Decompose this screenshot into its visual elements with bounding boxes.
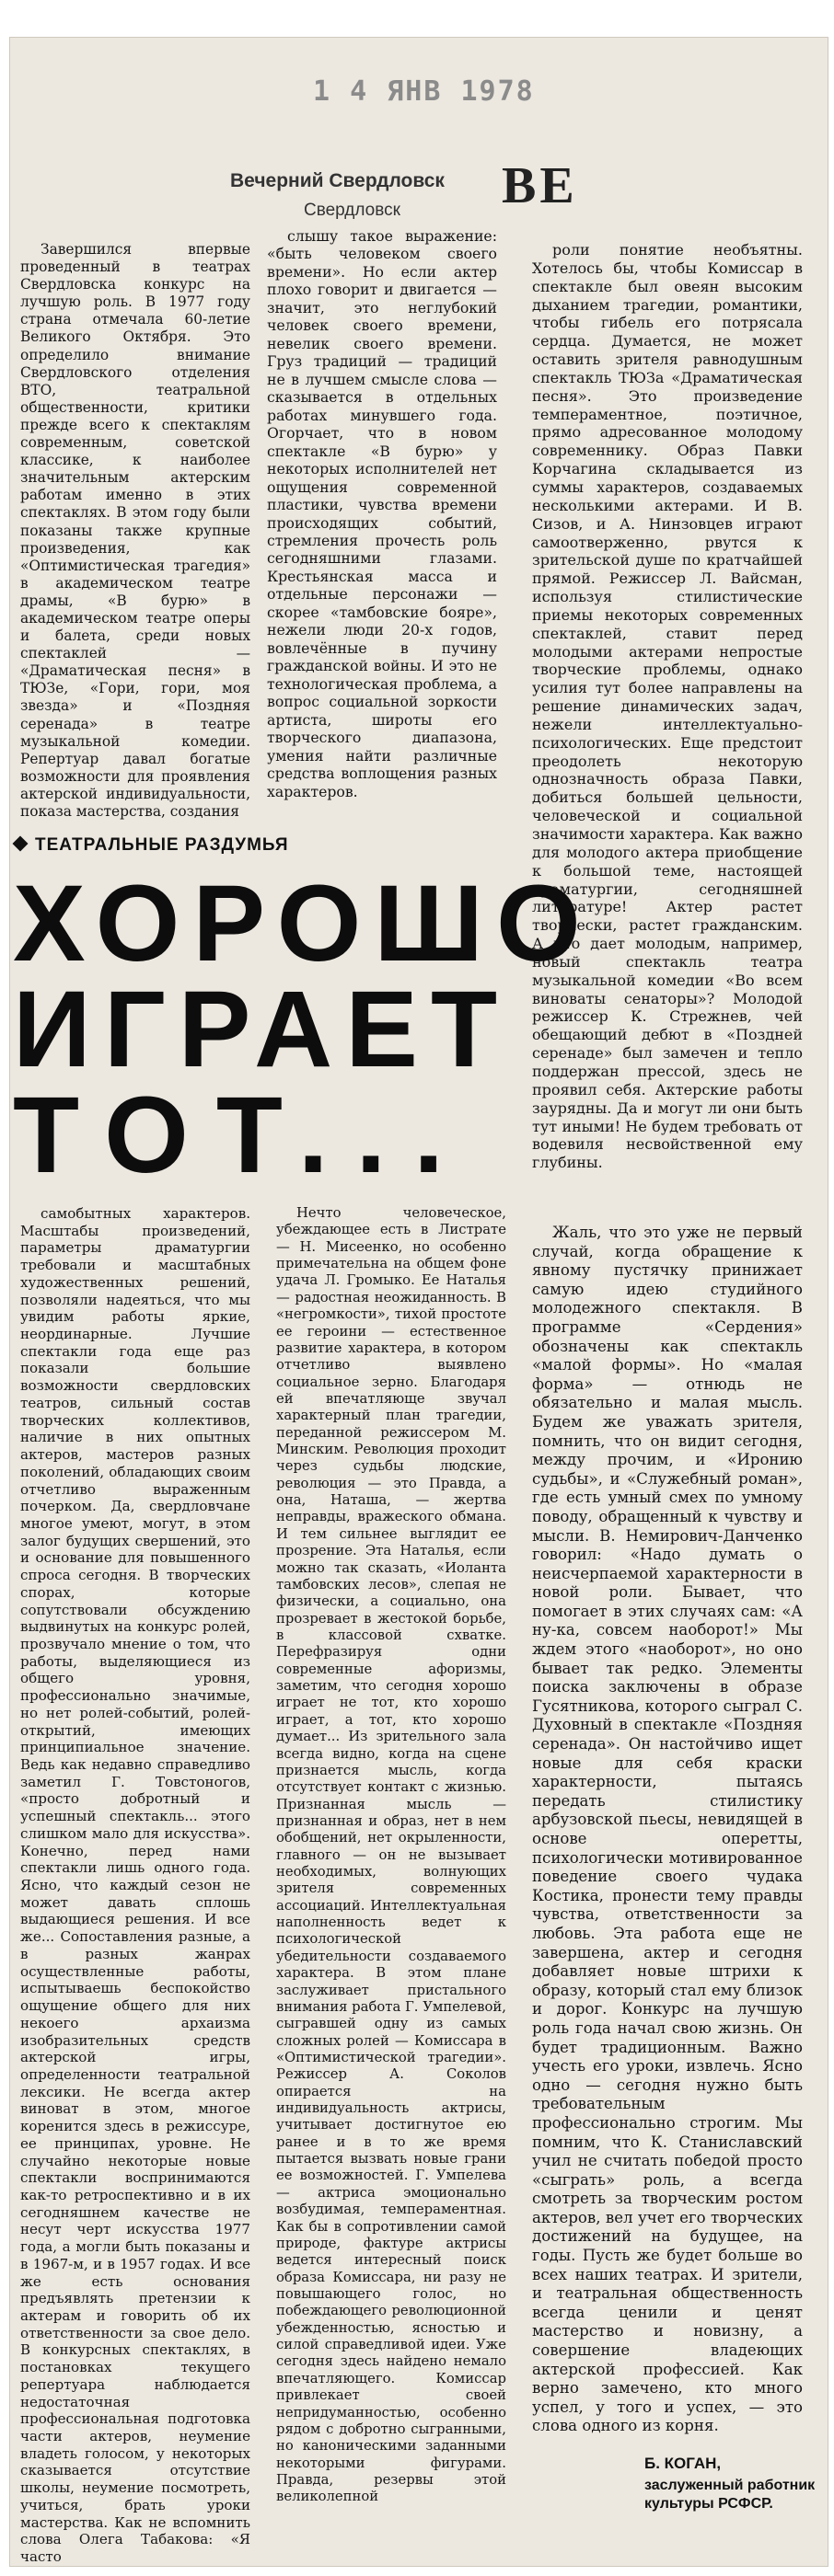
headline-line-2: ИГРАЕТ <box>13 969 511 1090</box>
column-text: Жаль, что это уже не первый случай, когда обращение к явному пустячку принижает самую идею студийного молодежного спектакля. В программе «Сердения» обозначены как спектакль «малой формы». Но «малая форма» — отнюдь не обязательно и малая мысль. Будем же уважать зрителя, помнить, что он видит сегодня, между прочим, и «Иронию судьбы», и «Служебный роман», где есть умный смех по умному поводу, обращенный к чувству и мысли. В. Немирович-Данченко говорил: «Надо думать о неисчерпаемой характерности в новой роли. Бывает, что помогает в этих случаях сам: «А ну-ка, совсем наоборот!» Мы ждем этого «наоборот», но оно бывает так редко. Элементы поиска заключены в образе Гусятникова, которого сыграл С. Духовный в спектакле «Поздняя серенада». Он настойчиво ищет новые для себя краски характерности, пытаясь передать стилистику арбузовской пьесы, невидящей в основе оперетты, психологически мотивированное поведение своего чудака Костика, пронести тему правды чувства, ответственности за любовь. Эта работа еще не завершена, актер и сегодня добавляет новые штрихи к образу, который стал ему близок и дорог. Конкурс на лучшую роль года начал свою жизнь. Он будет традиционным. Важно учесть его уроки, извлечь. Ясно одно — сегодня нужно быть требовательным профессионально строгим. Мы помним, что К. Станиславский учил не считать победой просто «сыграть» роль, а всегда смотреть за творческим ростом актеров, вел учет его творческих достижений на будущее, на годы. Пусть же будет больше во всех наших театрах. И зрители, и театральная общественность всегда ценили и ценят мастерство и новизну, а совершение владеющих актерской профессией. Как верно замечено, кто много успел, у того и успех, — это слова одного из корня. <box>532 1224 803 2435</box>
column-text: Завершился впервые проведенный в театрах Свердловска конкурс на лучшую роль. В 1977 году страна отмечала 60-летие Великого Октября. Это определило внимание Свердловского отделения ВТО, театральной общественности, критики прежде всего к спектаклям современным, советской классике, к наиболее значительным актерским работам именно в этих спектаклях. В этом году были показаны также крупные произведения, как «Оптимистическая трагедия» в академическом театре драмы, «В бурю» в академическом театре оперы и балета, среди новых спектаклей — «Драматическая песня» в ТЮЗе, «Гори, гори, моя звезда» и «Поздняя серенада» в театре музыкальной комедии. Репертуар давал богатые возможности для проявления актерской индивидуальности, показа мастерства, создания <box>20 241 250 820</box>
column-2-top <box>267 227 497 800</box>
column-text: роли понятие необъятны. Хотелось бы, чтобы Комиссар в спектакле был овеян высоким дыханием трагедии, романтики, чтобы гибель его потрясала сердца. Думается, не может оставить зрителя равнодушным спектакль ТЮЗа «Драматическая песня». Это произведение темпераментное, поэтичное, прямо адресованное молодому современнику. Образ Павки Корчагина складывается из суммы характеров, создаваемых несколькими актерами. И В. Сизов, и А. Нинзовцев играют самоотверженно, рвутся к зрительской душе по кратчайшей прямой. Режиссер Л. Вайсман, используя стилистические приемы некоторых современных спектаклей, ставит перед молодыми актерами непростые творческие проблемы, однако усилия тут более направлены на решение динамических задач, нежели интеллектуально-психологических. Еще предстоит преодолеть некоторую однозначность образа Павки, добиться большей цельности, человеческой и социальной значимости характера. Как важно для молодого актера приобщение к большой теме, настоящей драматургии, сегодняшней литературе! Актер растет творчески, растет гражданским. А что дает молодым, например, новый спектакль театра музыкальной комедии «Во всем виноваты сенаторы»? Молодой режиссер К. Стрежнев, чей обещающий дебют в «Поздней серенаде» был замечен и тепло поддержан прессой, здесь не проявил себя. Актерские работы заурядны. Да и могут ли они быть тут иными! Не будем требовать от водевиля несвойственной ему глубины. <box>532 241 803 1172</box>
column-text: самобытных характеров. Масштабы произведений, параметры драматургии требовали и масштабных художественных решений, позволяли надеяться, что мы увидим работы яркие, неординарные. Лучшие спектакли года еще раз показали большие возможности свердловских театров, сильный состав творческих коллективов, наличие в них опытных актеров, мастеров разных поколений, обладающих своим отчетливо выраженным почерком. Да, свердловчане многое умеют, могут, в этом залог будущих свершений, это и основание для повышенного спроса сегодня. В творческих спорах, которые сопутствовали обсуждению выдвинутых на конкурс ролей, прозвучало мнение о том, что работы, выделяющиеся из общего уровня, профессионально значимые, но нет ролей-событий, ролей-открытий, имеющих принципиальное значение. Ведь как недавно справедливо заметил Г. Товстоногов, «просто добротный и успешный спектакль... этого слишком мало для искусства». Конечно, перед нами спектакли лишь одного года. Ясно, что каждый сезон не может давать сплошь выдающиеся решения. И все же... Сопоставления разные, а в разных жанрах осуществленные работы, испытываешь беспокойство ощущение общего для них некоего архаизма изобразительных средств актерской игры, определенности театральной лексики. Не всегда актер виноват в этом, многое коренится здесь в режиссуре, ее принципах, уровне. Не случайно некоторые новые спектакли воспринимаются как-то ретроспективно и в их сегодняшнем качестве не несут черт искусства 1977 года, а могли быть показаны и в 1967-м, и в 1957 годах. И все же есть основания предъявлять претензии к актерам и говорить об их ответственности за свое дело. В конкурсных спектаклях, в постановках текущего репертуара наблюдается недостаточная профессиональная подготовка части актеров, неумение владеть голосом, у некоторых сказывается отсутствие школы, неумение посмотреть, учиться, брать уроки мастерства. Как не вспомнить слова Олега Табакова: «Я часто <box>20 1205 250 2566</box>
column-text: слышу такое выражение: «быть человеком своего времени». Но если актер плохо говорит и двигается — значит, это неглубокий человек своего времени, невелик своего времени. Груз традиций — традиций не в лучшем смысле слова — сказывается в отдельных работах минувшего года. Огорчает, что в новом спектакле «В бурю» у некоторых исполнителей нет ощущения современной пластики, чувства времени происходящих событий, стремления прочесть роль сегодняшними глазами. Крестьянская масса и отдельные персонажи — скорее «тамбовские бояре», нежели люди 20-х годов, вовлечённые в пучину гражданской войны. И это не технологическая проблема, а вопрос социальной зоркости артиста, широты его творческого диапазона, умения найти различные средства воплощения разных характеров. <box>267 227 497 800</box>
date-stamp: 1 4 ЯНВ 1978 <box>313 75 535 108</box>
author-title: заслуженный работник культуры РСФСР. <box>644 2478 816 2512</box>
newspaper-city: Свердловск <box>304 201 400 220</box>
author-name: Б. КОГАН, <box>644 2455 722 2472</box>
diamond-icon <box>13 836 29 852</box>
signature <box>644 2455 834 2513</box>
column-1-top <box>20 241 250 821</box>
column-3-top <box>532 241 803 1172</box>
column-1-bottom <box>20 1205 250 2566</box>
masthead-fragment: ВЕ <box>502 157 578 214</box>
rubric <box>15 835 289 856</box>
newspaper-name: Вечерний Свердловск <box>230 170 445 191</box>
column-2-bottom <box>276 1205 506 2506</box>
headline-line-3: ТОТ... <box>13 1075 472 1196</box>
column-3-bottom <box>532 1224 803 2436</box>
rubric-label: ТЕАТРАЛЬНЫЕ РАЗДУМЬЯ <box>35 835 289 855</box>
headline-line-1: ХОРОШО <box>13 863 594 984</box>
column-text: Нечто человеческое, убеждающее есть в Листрате — Н. Мисеенко, но особенно примечательна на общем фоне удача Л. Громыко. Ее Наталья — радостная неожиданность. В «негромкости», тихой простоте ее героини — естественное развитие характера, в котором отчетливо выявлено социальное зерно. Благодаря ей впечатляюще звучал характерный план трагедии, переданной режиссером М. Минским. Революция проходит через судьбы людские, революция — это Правда, а она, Наташа, — жертва неправды, вражеского обмана. И тем сильнее выглядит ее прозрение. Эта Наталья, если можно так сказать, «Иоланта тамбовских лесов», слепая не физически, а социально, она прозревает в жестокой борьбе, в классовой схватке. Перефразируя одни современные афоризмы, заметим, что сегодня хорошо играет не тот, кто хорошо играет, а тот, кто хорошо думает... Из зрительного зала всегда видно, когда на сцене признается мысль, когда отсутствует контакт с жизнью. Признанная мысль — признанная и образ, нет в нем обобщений, нет окрыленности, главного — он не вызывает необходимых, волнующих зрителя современных ассоциаций. Интеллектуальная наполненность ведет к психологической убедительности создаваемого характера. В этом плане заслуживает пристального внимания работа Г. Умпелевой, сыгравшей одну из самых сложных ролей — Комиссара в «Оптимистической трагедии». Режиссер А. Соколов опирается на индивидуальность актрисы, учитывает достигнутое ею ранее и в то же время пытается вызвать новые грани ее возможностей. Г. Умпелева — актриса эмоционально возбудимая, темпераментная. Как бы в сопротивлении самой природе, фактуре актрисы ведется интересный поиск образа Комиссара, ни разу не повышающего голос, но побеждающего революционной убежденностью, ясностью и силой справедливой идеи. Уже сегодня здесь найдено немало впечатляющего. Комиссар привлекает своей непридуманностью, особенно рядом с добротно сыгранными, но каноническими заданными некоторыми фигурами. Правда, резервы этой великолепной <box>276 1205 506 2505</box>
